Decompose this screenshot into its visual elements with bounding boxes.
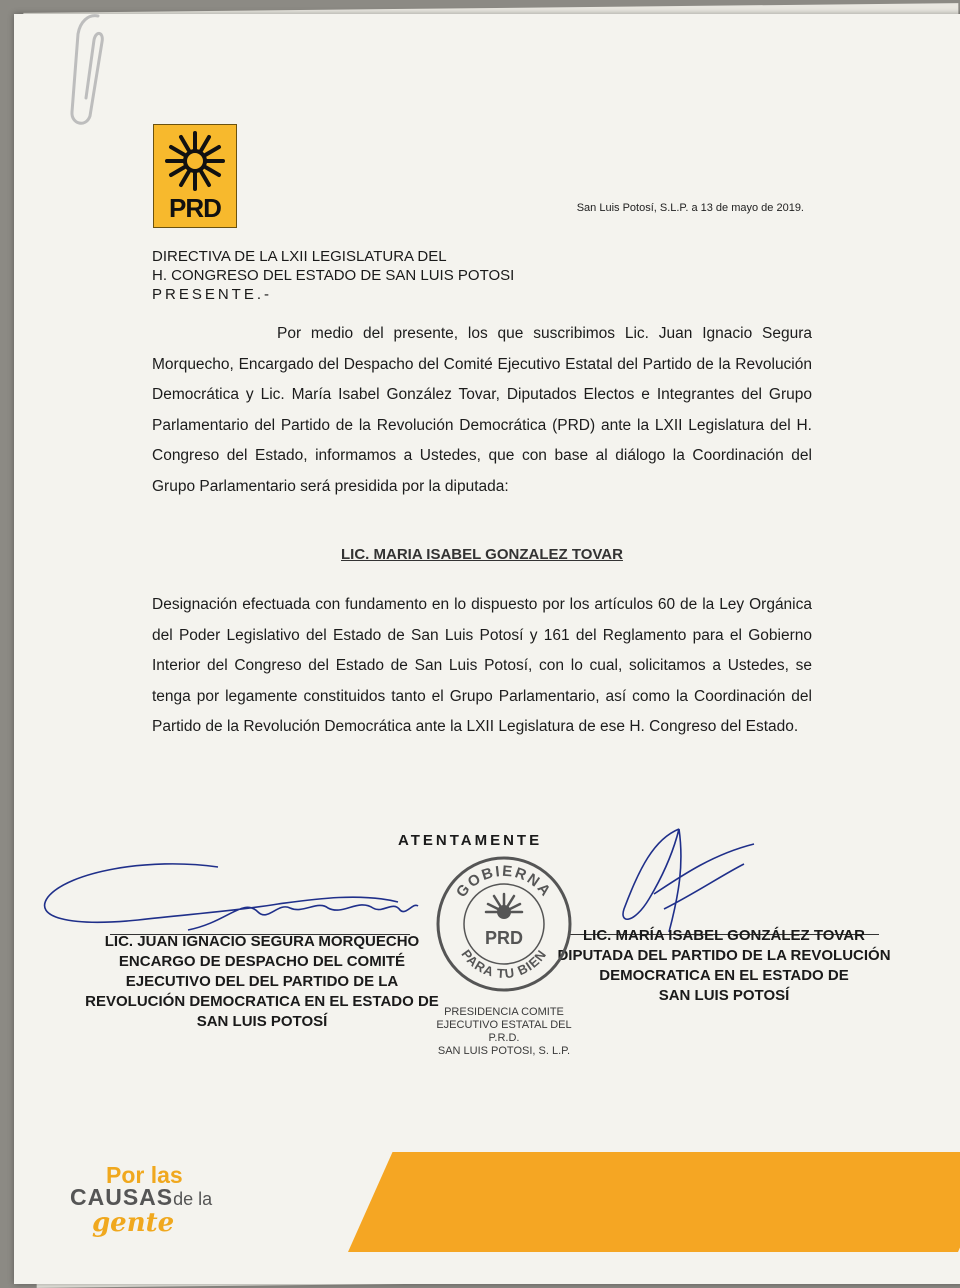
prd-logo: [153, 124, 237, 228]
slogan-dela: de la: [173, 1189, 213, 1209]
paragraph-designation: Designación efectuada con fundamento en lo dispuesto por los artículos 60 de la Ley Orgánica del Poder Legislativo del Estado de San Luis Potosí y 161 del Reglamento para el Gobierno Interior del Congreso del Estado de San Luis Potosí, con lo cual, solicitamos a Ustedes, se tenga por legamente constituidos tanto el Grupo Parlamentario, así como la Coordinación del Partido de la Revolución Democrática ante la LXII Legislatura de ese H. Congreso del Estado.: [152, 596, 812, 735]
slogan-line3: gente: [92, 1208, 175, 1238]
seal-caption-line: SAN LUIS POTOSI, S. L.P.: [437, 1045, 571, 1057]
addressee-line: H. CONGRESO DEL ESTADO DE SAN LUIS POTOSI: [152, 267, 515, 284]
signer-left-title: SAN LUIS POTOSÍ: [196, 1013, 328, 1030]
seal-bottom-text: PARA TU BIEN: [458, 946, 550, 982]
signer-right-name: LIC. MARÍA ISABEL GONZÁLEZ TOVAR: [583, 927, 865, 944]
paragraph-intro: Por medio del presente, los que suscribimos Lic. Juan Ignacio Segura Morquecho, Encargado del Despacho del Comité Ejecutivo Estatal del Partido de la Revolución Democrática y Lic. María Isabel González Tovar, Diputados Electos e Integrantes del Grupo Parlamentario del Partido de la Revolución Democrática (PRD) ante la LXII Legislatura del H. Congreso del Estado, informamos a Ustedes, que con base al diálogo la Coordinación del Grupo Parlamentario será presidida por la diputada:: [152, 325, 812, 495]
letter-date: San Luis Potosí, S.L.P. a 13 de mayo de 2019.: [576, 202, 804, 214]
signer-right-title: SAN LUIS POTOSÍ: [658, 987, 790, 1004]
closing-text: ATENTAMENTE: [398, 832, 543, 849]
seal-center-text: PRD: [484, 928, 524, 948]
seal-caption-line: P.R.D.: [488, 1032, 520, 1044]
signer-left-title: EJECUTIVO DEL DEL PARTIDO DE LA: [125, 973, 399, 990]
signer-left-title: REVOLUCIÓN DEMOCRATICA EN EL ESTADO DE: [85, 993, 439, 1010]
designee-name: LIC. MARIA ISABEL GONZALEZ TOVAR: [341, 546, 623, 563]
seal-top-text: GOBIERNA: [453, 862, 556, 901]
addressee-block: [152, 247, 514, 304]
footer-orange-band: [348, 1152, 960, 1252]
signer-right-title: DEMOCRATICA EN EL ESTADO DE: [599, 967, 849, 984]
slogan-line2: [70, 1184, 212, 1211]
seal-caption-line: EJECUTIVO ESTATAL DEL: [436, 1019, 572, 1031]
signature-right: [594, 814, 764, 944]
slogan-causas: CAUSAS: [70, 1184, 174, 1210]
signer-right-title: DIPUTADA DEL PARTIDO DE LA REVOLUCIÓN: [557, 947, 891, 964]
seal-caption: [434, 1006, 574, 1058]
logo-text: PRD: [169, 193, 221, 223]
party-seal: [434, 854, 574, 994]
signer-right-block: [544, 926, 904, 1006]
signer-left-block: [72, 932, 452, 1032]
signature-left: [28, 842, 428, 942]
seal-caption-line: PRESIDENCIA COMITE: [444, 1006, 564, 1018]
signer-left-name: LIC. JUAN IGNACIO SEGURA MORQUECHO: [104, 933, 420, 950]
signer-left-title: ENCARGO DE DESPACHO DEL COMITÉ: [118, 953, 406, 970]
slogan-line1: Por las: [106, 1162, 183, 1188]
addressee-line: DIRECTIVA DE LA LXII LEGISLATURA DEL: [152, 248, 447, 265]
presente-line: PRESENTE.-: [152, 286, 273, 303]
sun-icon: [154, 125, 236, 195]
letter-page: [14, 14, 960, 1284]
paperclip-icon: [68, 12, 118, 132]
